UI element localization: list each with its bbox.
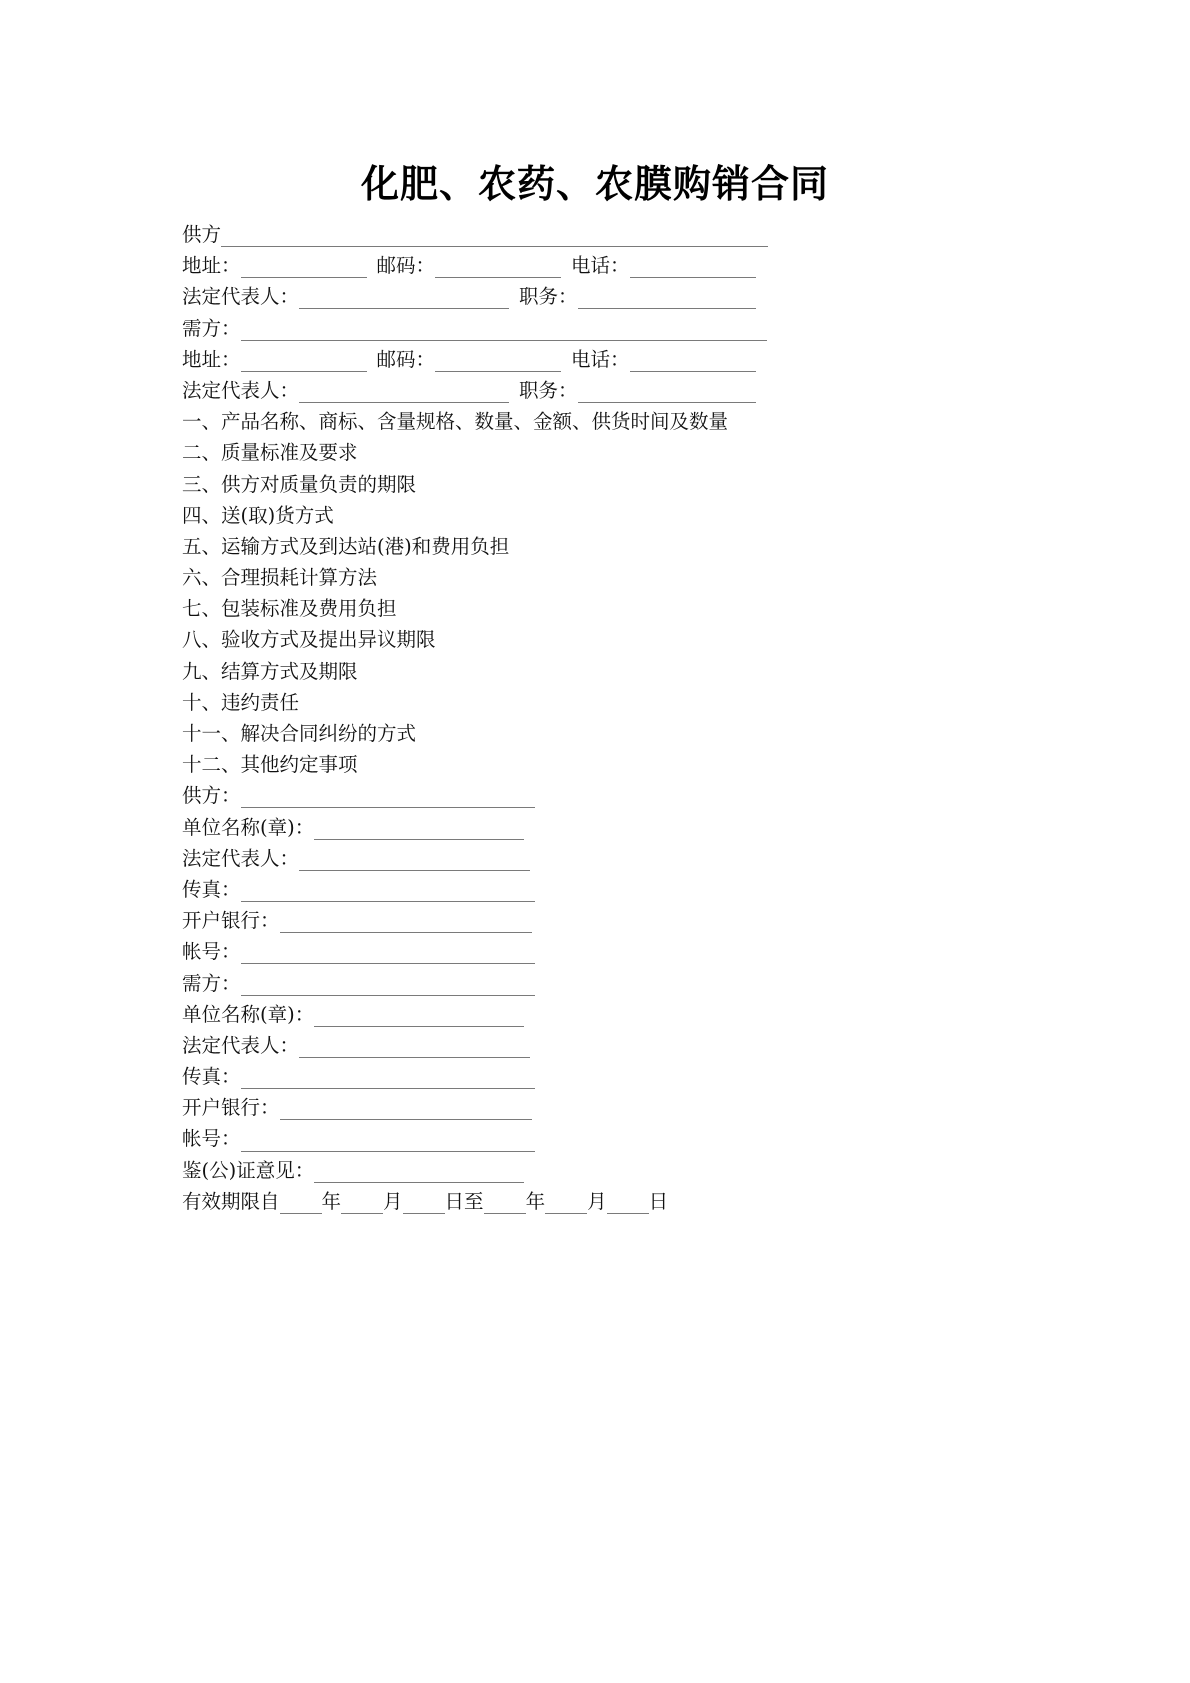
sig-buyer-unit-label: 单位名称(章)：	[182, 1002, 315, 1026]
sig-supplier-bank-line	[182, 905, 782, 936]
buyer-rep-blank[interactable]	[299, 382, 509, 403]
supplier-address-blank[interactable]	[241, 257, 367, 278]
validity-day2-blank[interactable]	[607, 1193, 649, 1214]
clause-3: 三、供方对质量负责的期限	[182, 472, 417, 496]
supplier-address-label: 地址：	[182, 254, 241, 278]
supplier-blank[interactable]	[221, 226, 768, 247]
supplier-postcode-label: 邮码：	[376, 254, 436, 278]
sig-supplier-party-blank[interactable]	[241, 787, 535, 808]
sig-supplier-party-line	[182, 780, 782, 811]
clause-6: 六、合理损耗计算方法	[182, 566, 378, 590]
sig-buyer-rep-label: 法定代表人：	[182, 1033, 300, 1057]
sig-buyer-fax-blank[interactable]	[241, 1068, 535, 1089]
validity-month1-label: 月	[383, 1189, 403, 1213]
sig-buyer-account-line	[182, 1123, 782, 1154]
sig-buyer-unit-blank[interactable]	[314, 1006, 524, 1027]
sig-supplier-party-label: 供方：	[182, 784, 241, 808]
clause-9: 九、结算方式及期限	[182, 659, 358, 683]
sig-buyer-rep-blank[interactable]	[299, 1037, 530, 1058]
supplier-rep-label: 法定代表人：	[182, 285, 300, 309]
sig-buyer-bank-line	[182, 1092, 782, 1123]
sig-buyer-bank-label: 开户银行：	[182, 1096, 280, 1120]
clause-7: 七、包装标准及费用负担	[182, 597, 397, 621]
clause-11: 十一、解决合同纠纷的方式	[182, 722, 417, 745]
clause-10: 十、违约责任	[182, 690, 300, 714]
supplier-rep-line	[182, 281, 782, 312]
sig-supplier-rep-line	[182, 843, 782, 874]
sig-buyer-unit-line	[182, 999, 782, 1030]
document-title: 化肥、农药、农膜购销合同	[360, 162, 829, 206]
sig-buyer-party-label: 需方：	[182, 971, 241, 995]
supplier-postcode-blank[interactable]	[435, 257, 561, 278]
validity-year1-blank[interactable]	[280, 1193, 322, 1214]
clause-8: 八、验收方式及提出异议期限	[182, 628, 436, 652]
notary-blank[interactable]	[314, 1162, 524, 1183]
clause-4: 四、送(取)货方式	[182, 503, 334, 527]
buyer-line	[182, 313, 782, 344]
clause-1: 一、产品名称、商标、含量规格、数量、金额、供货时间及数量	[182, 410, 729, 434]
sig-supplier-unit-line	[182, 812, 782, 843]
supplier-position-label: 职务：	[519, 285, 578, 309]
sig-buyer-rep-line	[182, 1030, 782, 1061]
buyer-postcode-blank[interactable]	[435, 351, 561, 372]
notary-label: 鉴(公)证意见：	[182, 1158, 315, 1182]
clause-12: 十二、其他约定事项	[182, 753, 358, 777]
validity-prefix: 有效期限自	[182, 1189, 280, 1213]
buyer-position-blank[interactable]	[578, 382, 756, 403]
validity-day1-to-label: 日至	[444, 1189, 484, 1213]
buyer-postcode-label: 邮码：	[376, 347, 436, 371]
validity-day1-blank[interactable]	[403, 1193, 445, 1214]
sig-buyer-fax-label: 传真：	[182, 1065, 241, 1089]
validity-month2-label: 月	[587, 1189, 607, 1213]
clause-2: 二、质量标准及要求	[182, 441, 358, 465]
supplier-rep-blank[interactable]	[299, 288, 509, 309]
buyer-address-label: 地址：	[182, 347, 241, 371]
sig-buyer-account-label: 帐号：	[182, 1127, 241, 1151]
sig-supplier-rep-blank[interactable]	[299, 850, 530, 871]
supplier-phone-blank[interactable]	[630, 257, 756, 278]
sig-buyer-bank-blank[interactable]	[280, 1099, 532, 1120]
validity-year2-blank[interactable]	[484, 1193, 526, 1214]
validity-month1-blank[interactable]	[341, 1193, 383, 1214]
buyer-rep-line	[182, 375, 782, 406]
buyer-rep-label: 法定代表人：	[182, 378, 300, 402]
sig-supplier-fax-blank[interactable]	[241, 881, 535, 902]
sig-supplier-bank-label: 开户银行：	[182, 909, 280, 933]
sig-buyer-fax-line	[182, 1061, 782, 1092]
sig-supplier-fax-label: 传真：	[182, 877, 241, 901]
buyer-address-blank[interactable]	[241, 351, 367, 372]
validity-month2-blank[interactable]	[545, 1193, 587, 1214]
supplier-phone-label: 电话：	[571, 254, 630, 278]
sig-supplier-account-line	[182, 936, 782, 967]
supplier-line	[182, 219, 782, 250]
validity-year1-label: 年	[321, 1189, 342, 1213]
supplier-contact-line	[182, 250, 782, 281]
buyer-blank[interactable]	[241, 320, 767, 341]
buyer-position-label: 职务：	[519, 378, 578, 402]
sig-supplier-rep-label: 法定代表人：	[182, 846, 300, 870]
buyer-phone-label: 电话：	[571, 347, 630, 371]
clause-5: 五、运输方式及到达站(港)和费用负担	[182, 534, 510, 558]
sig-supplier-bank-blank[interactable]	[280, 912, 532, 933]
sig-supplier-account-label: 帐号：	[182, 940, 241, 964]
sig-supplier-unit-blank[interactable]	[314, 819, 524, 840]
sig-buyer-party-line	[182, 968, 782, 999]
validity-line	[182, 1186, 782, 1217]
supplier-label: 供方	[182, 223, 222, 246]
buyer-label: 需方：	[182, 316, 241, 340]
validity-year2-label: 年	[525, 1189, 546, 1213]
supplier-position-blank[interactable]	[578, 288, 756, 309]
sig-supplier-unit-label: 单位名称(章)：	[182, 815, 315, 839]
contract-body	[182, 219, 782, 1217]
sig-buyer-party-blank[interactable]	[241, 975, 535, 996]
buyer-contact-line	[182, 344, 782, 375]
sig-supplier-fax-line	[182, 874, 782, 905]
sig-supplier-account-blank[interactable]	[241, 943, 535, 964]
notary-line	[182, 1155, 782, 1186]
buyer-phone-blank[interactable]	[630, 351, 756, 372]
validity-day2-label: 日	[648, 1189, 669, 1213]
sig-buyer-account-blank[interactable]	[241, 1131, 535, 1152]
